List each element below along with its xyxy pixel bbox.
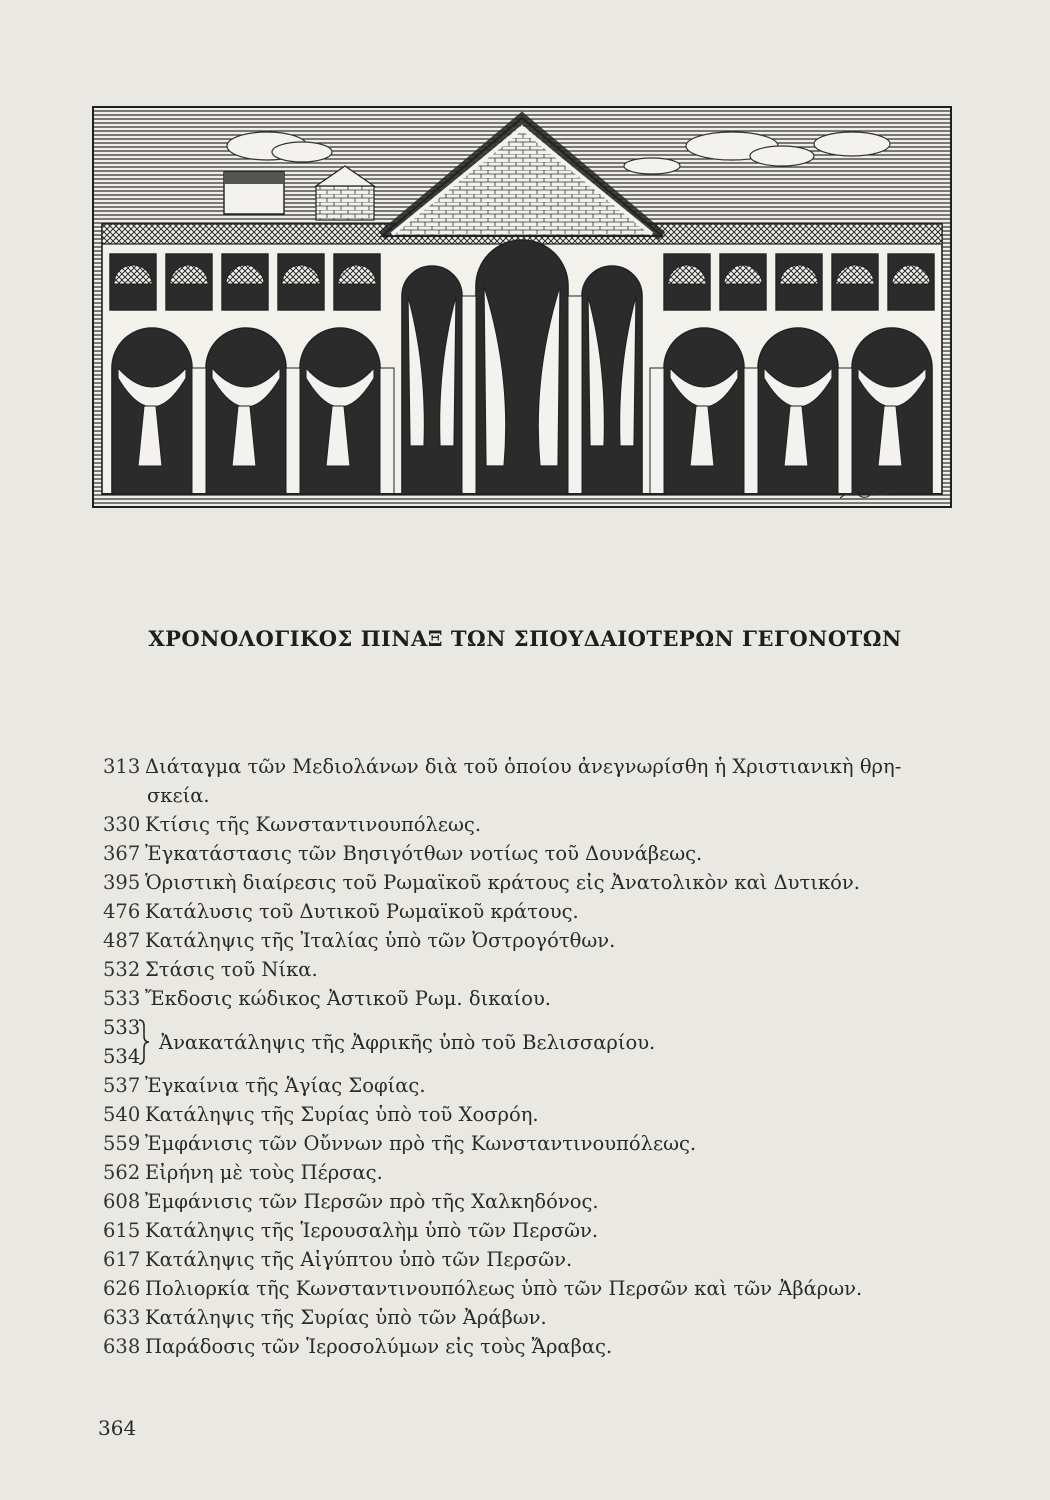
entry-text: Κατάληψις τῆς Συρίας ὑπὸ τοῦ Χοσρόη. xyxy=(145,1103,539,1126)
entry-year: 638 xyxy=(103,1335,141,1358)
entry-year: 562 xyxy=(103,1161,141,1184)
entry-text: Κατάληψις τῆς Συρίας ὑπὸ τῶν Ἀράβων. xyxy=(145,1306,547,1329)
entry-text: Κατάληψις τῆς Αἰγύπτου ὑπὸ τῶν Περσῶν. xyxy=(145,1248,573,1271)
list-item xyxy=(103,1013,953,1071)
entry-year: 617 xyxy=(103,1248,141,1271)
list-item xyxy=(103,1071,953,1100)
entry-year: 537 xyxy=(103,1074,141,1097)
list-item xyxy=(103,868,953,897)
entry-year: 367 xyxy=(103,842,141,865)
entry-year: 534 xyxy=(103,1045,141,1068)
list-item xyxy=(103,1129,953,1158)
entry-continuation: σκεία. xyxy=(147,784,210,807)
entry-year: 532 xyxy=(103,958,141,981)
entry-text: Πολιορκία τῆς Κωνσταντινουπόλεως ὑπὸ τῶν Περσῶν καὶ τῶν Ἀβάρων. xyxy=(145,1277,863,1300)
entry-text: Ἐγκατάστασις τῶν Βησιγότθων νοτίως τοῦ Δουνάβεως. xyxy=(145,842,703,865)
curly-brace-icon xyxy=(137,1018,151,1066)
list-item xyxy=(103,1332,953,1361)
entry-year: 626 xyxy=(103,1277,141,1300)
list-item xyxy=(103,1216,953,1245)
entry-year: 608 xyxy=(103,1190,141,1213)
list-item xyxy=(103,839,953,868)
chronology-list xyxy=(103,752,953,1361)
entry-text: Ἐμφάνισις τῶν Οὔννων πρὸ τῆς Κωνσταντινουπόλεως. xyxy=(145,1132,697,1155)
list-item xyxy=(103,1187,953,1216)
entry-text: Ὁριστικὴ διαίρεσις τοῦ Ρωμαϊκοῦ κράτους εἰς Ἀνατολικὸν καὶ Δυτικόν. xyxy=(145,871,860,894)
entry-text: Κατάληψις τῆς Ἱερουσαλὴμ ὑπὸ τῶν Περσῶν. xyxy=(145,1219,599,1242)
entry-text: Κατάληψις τῆς Ἰταλίας ὑπὸ τῶν Ὀστρογότθων. xyxy=(145,929,616,952)
entry-year: 487 xyxy=(103,929,141,952)
entry-text: Ἀνακατάληψις τῆς Ἀφρικῆς ὑπὸ τοῦ Βελισσαρίου. xyxy=(159,1030,656,1054)
entry-year: 533 xyxy=(103,987,141,1010)
entry-year: 313 xyxy=(103,755,141,778)
list-item xyxy=(103,1158,953,1187)
list-item xyxy=(103,1245,953,1274)
page-number: 364 xyxy=(98,1416,137,1440)
page-title: ΧΡΟΝΟΛΟΓΙΚΟΣ ΠΙΝΑΞ ΤΩΝ ΣΠΟΥΔΑΙΟΤΕΡΩΝ ΓΕΓΟΝΟΤΩΝ xyxy=(148,626,902,651)
entry-year: 533 xyxy=(103,1016,141,1039)
list-item xyxy=(103,1274,953,1303)
entry-text: Διάταγμα τῶν Μεδιολάνων διὰ τοῦ ὁποίου ἀνεγνωρίσθη ἡ Χριστιανικὴ θρη- xyxy=(145,755,902,778)
entry-text: Κτίσις τῆς Κωνσταντινουπόλεως. xyxy=(145,813,482,836)
list-item xyxy=(103,752,953,781)
entry-year: 395 xyxy=(103,871,141,894)
entry-year: 633 xyxy=(103,1306,141,1329)
list-item xyxy=(103,1303,953,1332)
byzantine-palace-illustration xyxy=(92,106,952,508)
entry-text: Παράδοσις τῶν Ἱεροσολύμων εἰς τοὺς Ἄραβας. xyxy=(145,1335,613,1358)
entry-text: Ἔκδοσις κώδικος Ἀστικοῦ Ρωμ. δικαίου. xyxy=(145,987,552,1010)
entry-year: 330 xyxy=(103,813,141,836)
entry-text: Ἐγκαίνια τῆς Ἁγίας Σοφίας. xyxy=(145,1074,426,1097)
list-item xyxy=(103,926,953,955)
entry-text: Ἐμφάνισις τῶν Περσῶν πρὸ τῆς Χαλκηδόνος. xyxy=(145,1190,599,1213)
list-item xyxy=(103,810,953,839)
list-item xyxy=(103,897,953,926)
list-item xyxy=(103,955,953,984)
entry-text: Στάσις τοῦ Νίκα. xyxy=(145,958,318,981)
entry-year: 615 xyxy=(103,1219,141,1242)
entry-year: 559 xyxy=(103,1132,141,1155)
list-item xyxy=(103,1100,953,1129)
entry-year: 540 xyxy=(103,1103,141,1126)
entry-year: 476 xyxy=(103,900,141,923)
entry-text: Κατάλυσις τοῦ Δυτικοῦ Ρωμαϊκοῦ κράτους. xyxy=(145,900,579,923)
entry-text: Εἰρήνη μὲ τοὺς Πέρσας. xyxy=(145,1161,383,1184)
list-item xyxy=(103,984,953,1013)
